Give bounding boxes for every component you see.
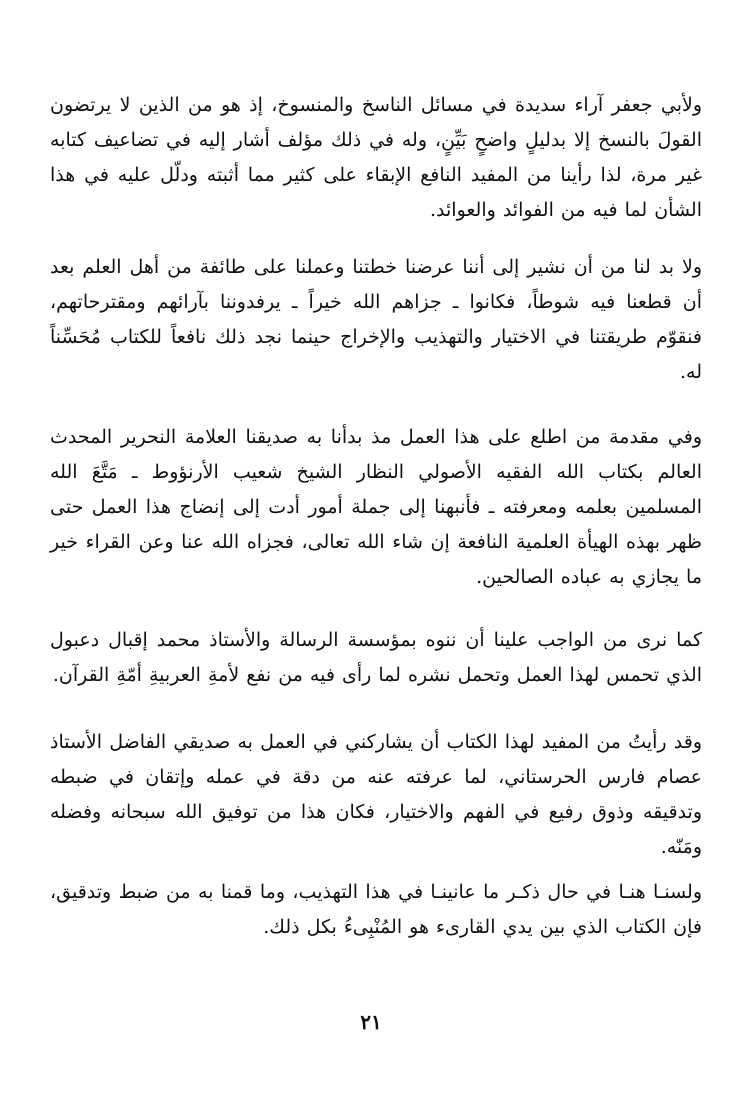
paragraph-2: ولا بد لنا من أن نشير إلى أننا عرضنا خطتنا وعملنا على طائفة من أهل العلم بعد أن قطعنا فيه شوطاً، فكانوا ـ جزاهم الله خيراً ـ يرفدوننا بآرائهم ومقترحاتهم، فنقوّم طريقتنا في الاختيار والتهذيب والإخراج حينما نجد ذلك نافعاً للكتاب مُحَسِّناً له. <box>50 256 702 383</box>
paragraph-1: ولأبي جعفر آراء سديدة في مسائل الناسخ والمنسوخ، إذ هو من الذين لا يرتضون القولَ بالنسخ إلا بدليلٍ واضحٍ بَيِّنٍ، وله في ذلك مؤلف أشار إليه في تضاعيف كتابه غير مرة، لذا رأينا من المفيد النافع الإبقاء على كثير مما أثبته ودلّل عليه في هذا الشأن لما فيه من الفوائد والعوائد. <box>50 94 702 221</box>
paragraph-3: وفي مقدمة من اطلع على هذا العمل مذ بدأنا به صديقنا العلامة النحرير المحدث العالم بكتاب الله الفقيه الأصولي النظار الشيخ شعيب الأرنؤوط ـ مَتَّعَ الله المسلمين بعلمه ومعرفته ـ فأنبهنا إلى جملة أمور أدت إلى إنضاج هذا العمل حتى ظهر بهذه الهيأة العلمية النافعة إن شاء الله تعالى، فجزاه الله عنا وعن القراء خير ما يجازي به عباده الصالحين. <box>50 426 702 588</box>
paragraph-6: ولسنـا هنـا في حال ذكـر ما عانينـا في هذا التهذيب، وما قمنا به من ضبط وتدقيق، فإن الكتاب الذي بين يدي القارىء هو المُنْبِىءُ بكل ذلك. <box>50 881 702 938</box>
page-body <box>50 88 702 945</box>
paragraph-5: وقد رأيتُ من المفيد لهذا الكتاب أن يشاركني في العمل به صديقي الفاضل الأستاذ عصام فارس الحرستاني، لما عرفته عنه من دقة في عمله وإتقان في ضبطه وتدقيقه وذوق رفيع في الفهم والاختيار، فكان هذا من توفيق الله سبحانه وفضله ومَنّه. <box>50 731 702 858</box>
paragraph-4: كما نرى من الواجب علينا أن ننوه بمؤسسة الرسالة والأستاذ محمد إقبال دعبول الذي تحمس لهذا العمل وتحمل نشره لما رأى فيه من نفع لأمةِ العربيةِ أمّةِ القرآن. <box>50 629 702 686</box>
page-number: ٢١ <box>360 1010 382 1034</box>
